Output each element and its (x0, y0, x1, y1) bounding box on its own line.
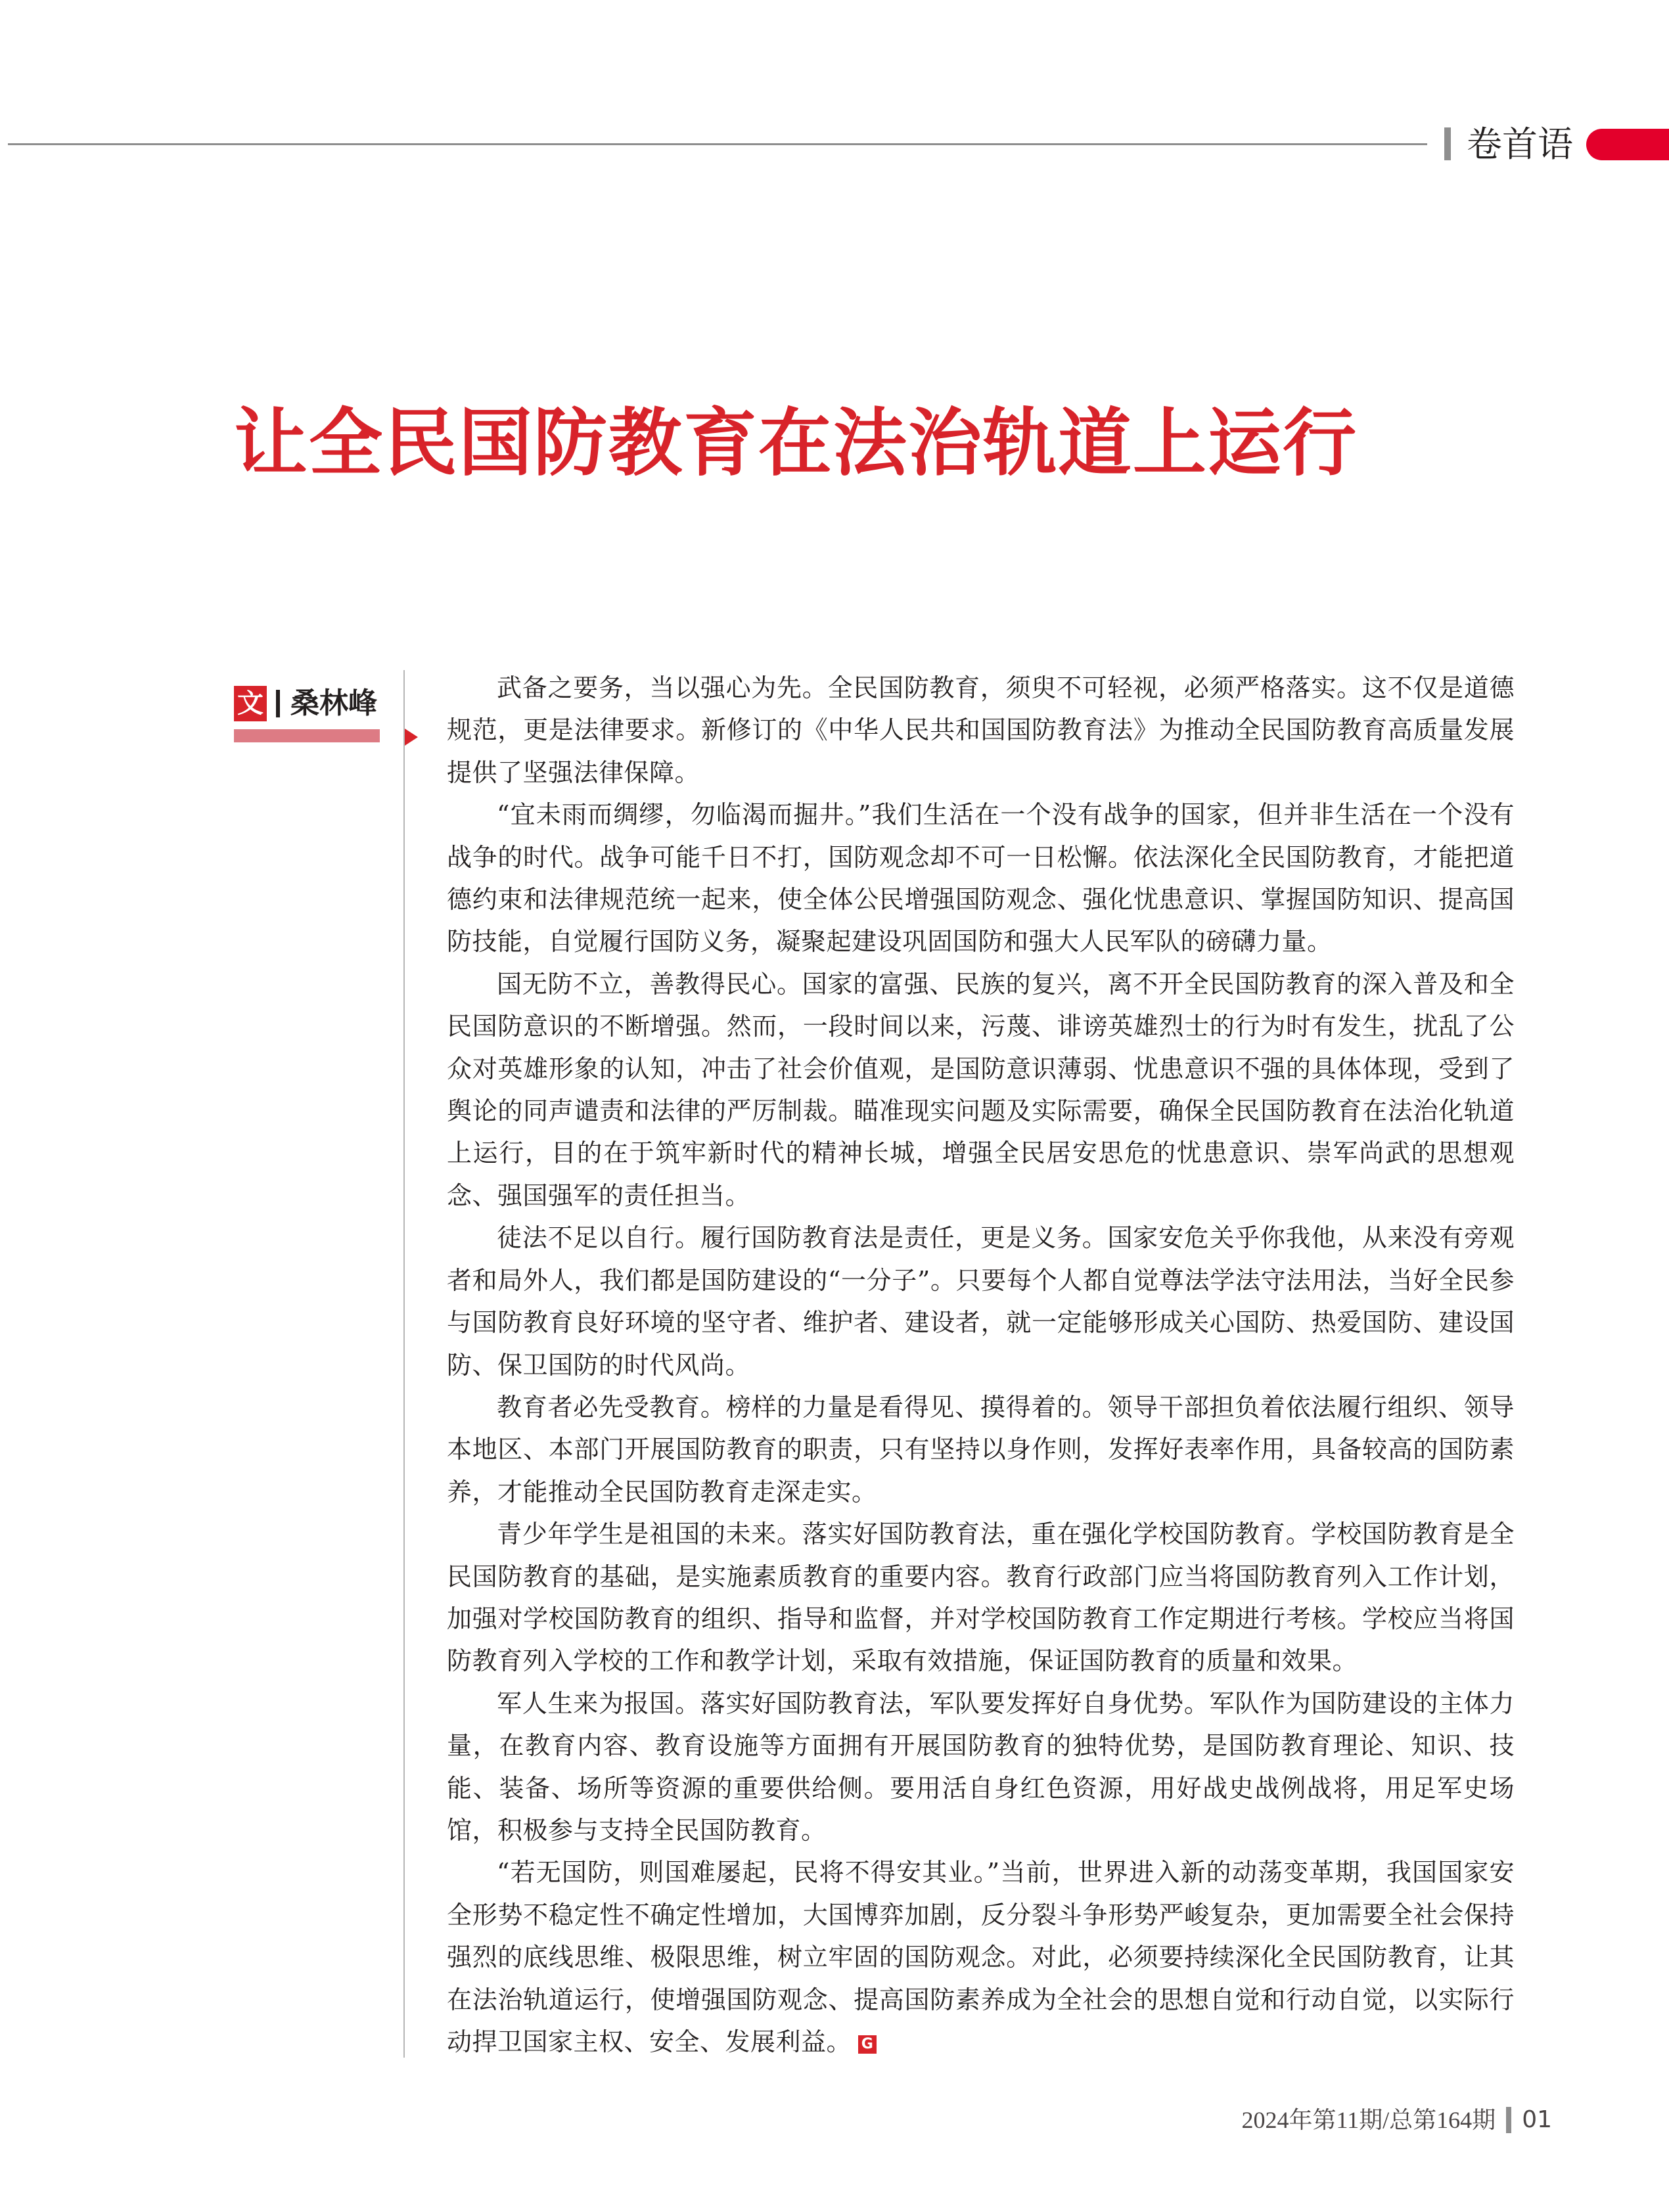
paragraph-last (447, 1851, 1515, 2063)
author-name: 桑林峰 (290, 687, 377, 720)
section-title: 卷首语 (1467, 124, 1573, 165)
paragraph: 国无防不立，善教得民心。国家的富强、民族的复兴，离不开全民国防教育的深入普及和全民国防意识的不断增强。然而，一段时间以来，污蔑、诽谤英雄烈士的行为时有发生，扰乱了公众对英雄形象的认知，冲击了社会价值观，是国防意识薄弱、忧患意识不强的具体体现，受到了舆论的同声谴责和法律的严厉制裁。瞄准现实问题及实际需要，确保全民国防教育在法治化轨道上运行，目的在于筑牢新时代的精神长城，增强全民居安思危的忧患意识、崇军尚武的思想观念、强国强军的责任担当。 (447, 969, 1515, 1210)
header-rule (8, 143, 1427, 145)
paragraph-last-text: “若无国防，则国难屡起，民将不得安其业。”当前，世界进入新的动荡变革期，我国国家安全形势不稳定性不确定性增加，大国博弈加剧，反分裂斗争形势严峻复杂，更加需要全社会保持强烈的底线思维、极限思维，树立牢固的国防观念。对此，必须要持续深化全民国防教育，让其在法治轨道运行，使增强国防观念、提高国防素养成为全社会的思想自觉和行动自觉，以实际行动捍卫国家主权、安全、发展利益。 (447, 1858, 1515, 2056)
article-title: 让全民国防教育在法治轨道上运行 (234, 401, 1358, 486)
byline-label: 文 (234, 686, 267, 721)
paragraph: 军人生来为报国。落实好国防教育法，军队要发挥好自身优势。军队作为国防建设的主体力量，在教育内容、教育设施等方面拥有开展国防教育的独特优势，是国防教育理论、知识、技能、装备、场所等资源的重要供给侧。要用活自身红色资源，用好战史战例战将，用足军史场馆，积极参与支持全民国防教育。 (447, 1688, 1515, 1845)
footer-bar (1506, 2107, 1511, 2133)
paragraph: 教育者必先受教育。榜样的力量是看得见、摸得着的。领导干部担负着依法履行组织、领导本地区、本部门开展国防教育的职责，只有坚持以身作则，发挥好表率作用，具备较高的国防素养，才能推动全民国防教育走深走实。 (447, 1392, 1515, 1506)
byline (234, 681, 377, 727)
arrow-marker-icon (405, 729, 418, 746)
byline-underline (234, 729, 380, 742)
page-number: 01 (1522, 2106, 1552, 2133)
paragraph: “宜未雨而绸缪，勿临渴而掘井。”我们生活在一个没有战争的国家，但并非生活在一个没有战争的时代。战争可能千日不打，国防观念却不可一日松懈。依法深化全民国防教育，才能把道德约束和法律规范统一起来，使全体公民增强国防观念、强化忧患意识、掌握国防知识、提高国防技能，自觉履行国防义务，凝聚起建设巩固国防和强大人民军队的磅礴力量。 (447, 800, 1515, 957)
paragraph: 青少年学生是祖国的未来。落实好国防教育法，重在强化学校国防教育。学校国防教育是全民国防教育的基础，是实施素质教育的重要内容。教育行政部门应当将国防教育列入工作计划，加强对学校国防教育的组织、指导和监督，并对学校国防教育工作定期进行考核。学校应当将国防教育列入学校的工作和教学计划，采取有效措施，保证国防教育的质量和效果。 (447, 1520, 1515, 1676)
end-mark-icon: G (858, 2035, 877, 2054)
byline-separator (276, 690, 280, 717)
issue-info: 2024年第11期/总第164期 (1241, 2107, 1496, 2133)
column-divider (403, 670, 405, 2058)
footer (1242, 2104, 1552, 2136)
header-bar (1444, 127, 1451, 160)
paragraph: 武备之要务，当以强心为先。全民国防教育，须臾不可轻视，必须严格落实。这不仅是道德规范，更是法律要求。新修订的《中华人民共和国国防教育法》为推动全民国防教育高质量发展提供了坚强法律保障。 (447, 673, 1515, 787)
paragraph: 徒法不足以自行。履行国防教育法是责任，更是义务。国家安危关乎你我他，从来没有旁观者和局外人，我们都是国防建设的“一分子”。只要每个人都自觉尊法学法守法用法，当好全民参与国防教育良好环境的坚守者、维护者、建设者，就一定能够形成关心国防、热爱国防、建设国防、保卫国防的时代风尚。 (447, 1223, 1515, 1380)
article-body (447, 667, 1515, 2063)
header-tab (1586, 129, 1669, 160)
